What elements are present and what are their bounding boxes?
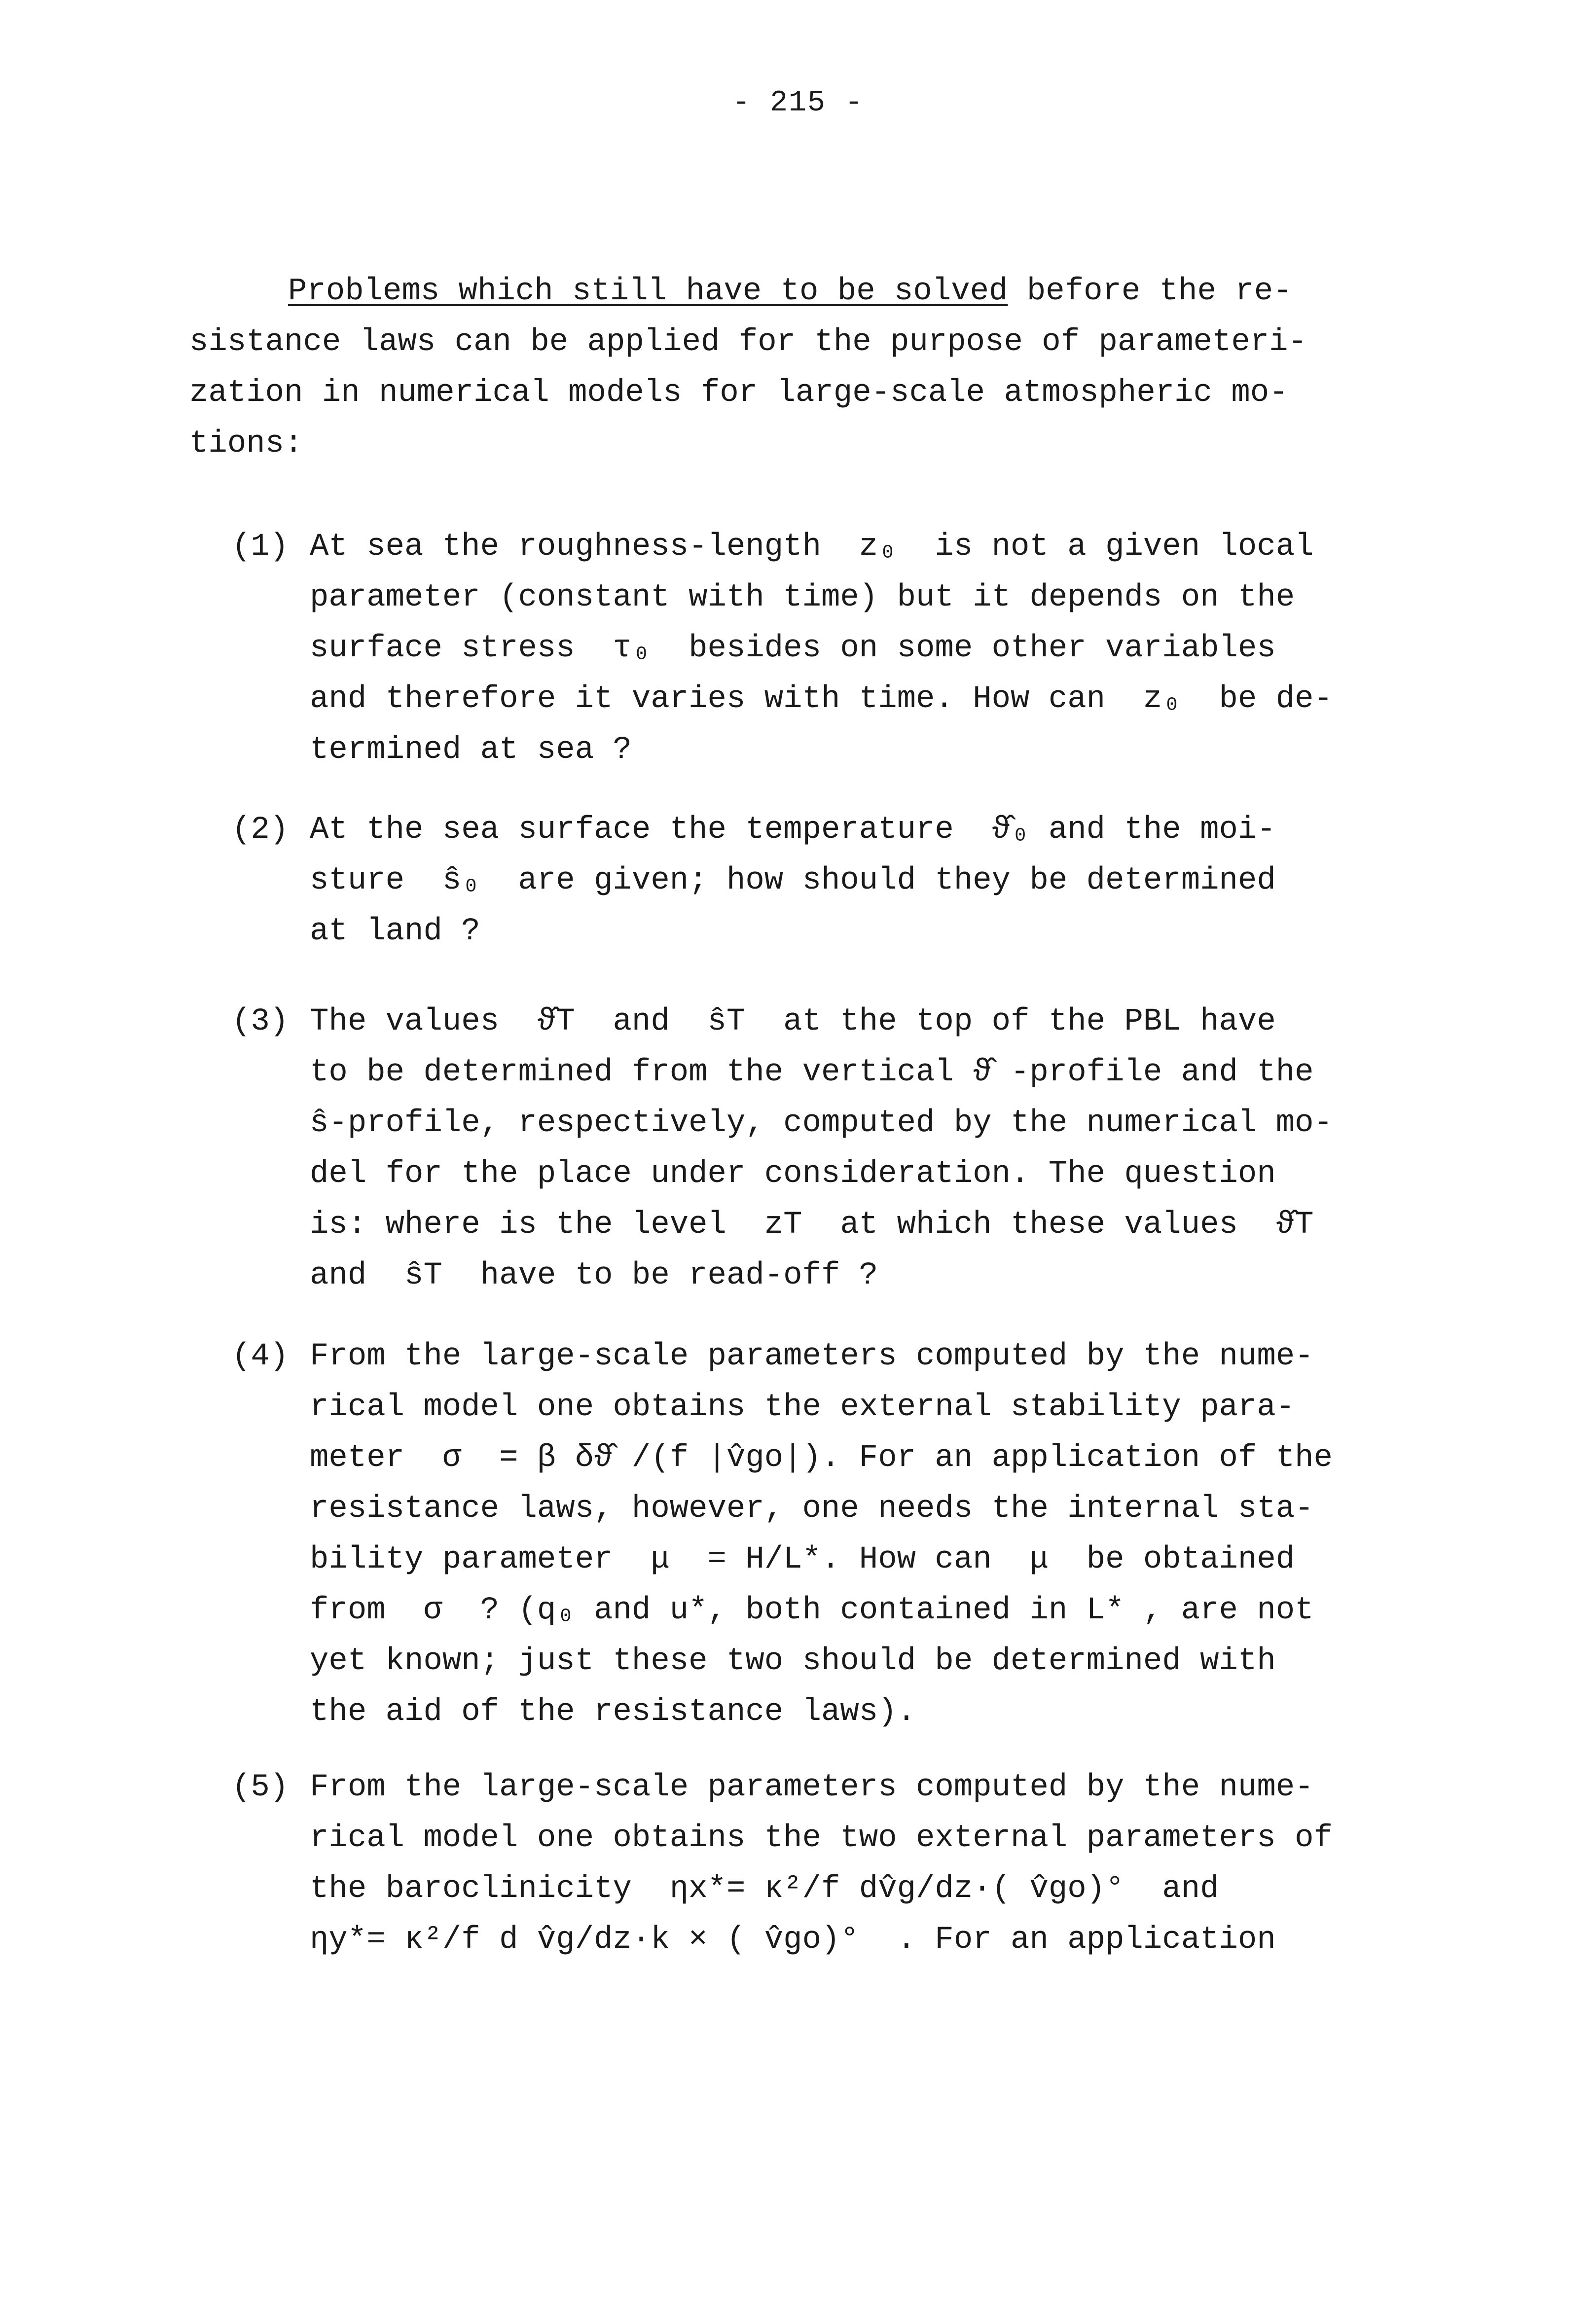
problem-body	[310, 1762, 1415, 1966]
problem-line: ηy*= κ²/f d v̂g/dz·k × ( v̂go)° . For an application	[310, 1922, 1276, 1958]
problem-line: From the large-scale parameters computed by the nume-	[310, 1339, 1314, 1374]
problem-line: and therefore it varies with time. How can z₀ be de-	[310, 681, 1333, 717]
problem-line: the aid of the resistance laws).	[310, 1694, 916, 1730]
problem-line: At sea the roughness-length z₀ is not a given local	[310, 529, 1314, 565]
intro-line-1	[189, 266, 1408, 317]
problem-line: from σ ? (q₀ and u*, both contained in L* , are not	[310, 1593, 1314, 1628]
page-number: - 215 -	[732, 86, 864, 120]
problem-body	[310, 522, 1415, 776]
problem-line: surface stress τ₀ besides on some other variables	[310, 631, 1276, 666]
intro-line-2: sistance laws can be applied for the purpose of parameteri-	[189, 324, 1307, 360]
problem-line: and ŝT have to be read-off ?	[310, 1258, 878, 1293]
problem-line: yet known; just these two should be determined with	[310, 1644, 1276, 1679]
problem-number: (4)	[232, 1339, 289, 1374]
problem-line: From the large-scale parameters computed by the nume-	[310, 1770, 1314, 1805]
problem-line: the baroclinicity ηx*= κ²/f dv̂g/dz·( v̂go)° and	[310, 1871, 1219, 1907]
problem-number: (3)	[232, 1004, 289, 1039]
problem-line: del for the place under consideration. The question	[310, 1156, 1276, 1192]
problem-body	[310, 997, 1415, 1301]
problem-line: is: where is the level zT at which these values ϑ̂T	[310, 1207, 1314, 1243]
problem-line: termined at sea ?	[310, 732, 632, 768]
problem-line: rical model one obtains the external stability para-	[310, 1390, 1295, 1425]
problem-line: ŝ-profile, respectively, computed by the numerical mo-	[310, 1106, 1333, 1141]
problem-line: The values ϑ̂T and ŝT at the top of the PBL have	[310, 1004, 1276, 1039]
intro-line-4: tions:	[189, 426, 303, 462]
intro-line-3: zation in numerical models for large-scale atmospheric mo-	[189, 375, 1288, 411]
problem-number: (5)	[232, 1770, 289, 1805]
intro-line-1-rest: before the re-	[1008, 274, 1292, 309]
problem-line: parameter (constant with time) but it depends on the	[310, 580, 1295, 615]
problem-line: bility parameter μ = H/L*. How can μ be obtained	[310, 1542, 1295, 1577]
problem-line: rical model one obtains the two external parameters of	[310, 1821, 1333, 1856]
problem-body	[310, 805, 1415, 957]
problem-line: At the sea surface the temperature ϑ̂₀ and the moi-	[310, 812, 1276, 848]
intro-paragraph	[189, 266, 1408, 469]
problem-number: (2)	[232, 812, 289, 848]
problem-number: (1)	[232, 529, 289, 565]
problem-body	[310, 1331, 1415, 1738]
problem-line: resistance laws, however, one needs the internal sta-	[310, 1491, 1314, 1527]
intro-underlined-phrase: Problems which still have to be solved	[288, 274, 1008, 309]
problem-line: to be determined from the vertical ϑ̂ -profile and the	[310, 1055, 1314, 1090]
problem-line: meter σ = β δϑ̂ /(f |v̂go|). For an application of the	[310, 1440, 1333, 1476]
problem-line: at land ?	[310, 914, 480, 949]
problem-line: sture ŝ₀ are given; how should they be determined	[310, 863, 1276, 898]
